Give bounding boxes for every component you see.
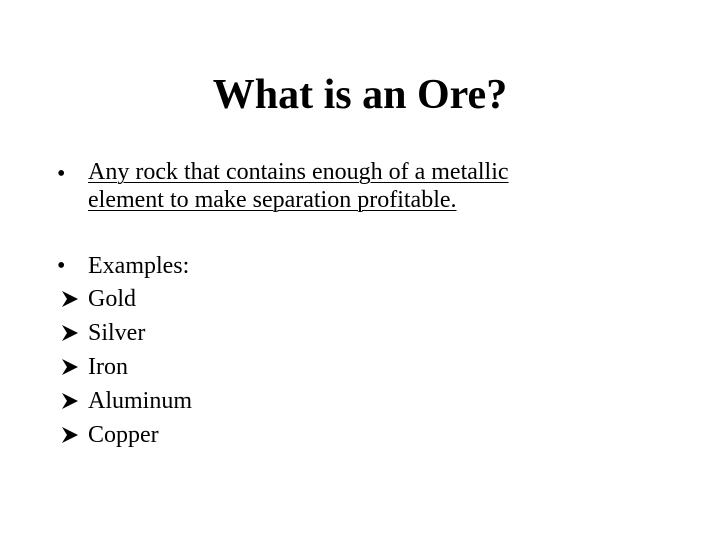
- bullet-marker: •: [57, 253, 66, 279]
- example-item: [60, 351, 128, 383]
- examples-heading: Examples:: [88, 253, 190, 279]
- bullet-item-examples: [57, 250, 189, 282]
- slide-title: What is an Ore?: [212, 72, 508, 118]
- arrow-bullet-icon: [60, 425, 88, 445]
- bullet-item-definition: [57, 158, 583, 214]
- example-label: Silver: [88, 320, 146, 346]
- example-label: Iron: [88, 354, 128, 380]
- bullet-marker: •: [57, 161, 66, 187]
- example-item: [60, 283, 136, 315]
- example-label: Copper: [88, 422, 159, 448]
- example-item: [60, 317, 145, 349]
- definition-text: Any rock that contains enough of a metallic element to make separation profitable.: [88, 159, 509, 213]
- example-item: [60, 419, 159, 451]
- arrow-bullet-icon: [60, 391, 88, 411]
- arrow-bullet-icon: [60, 289, 88, 309]
- arrow-bullet-icon: [60, 323, 88, 343]
- example-label: Aluminum: [88, 388, 193, 414]
- arrow-bullet-icon: [60, 357, 88, 377]
- example-label: Gold: [88, 286, 136, 312]
- example-item: [60, 385, 192, 417]
